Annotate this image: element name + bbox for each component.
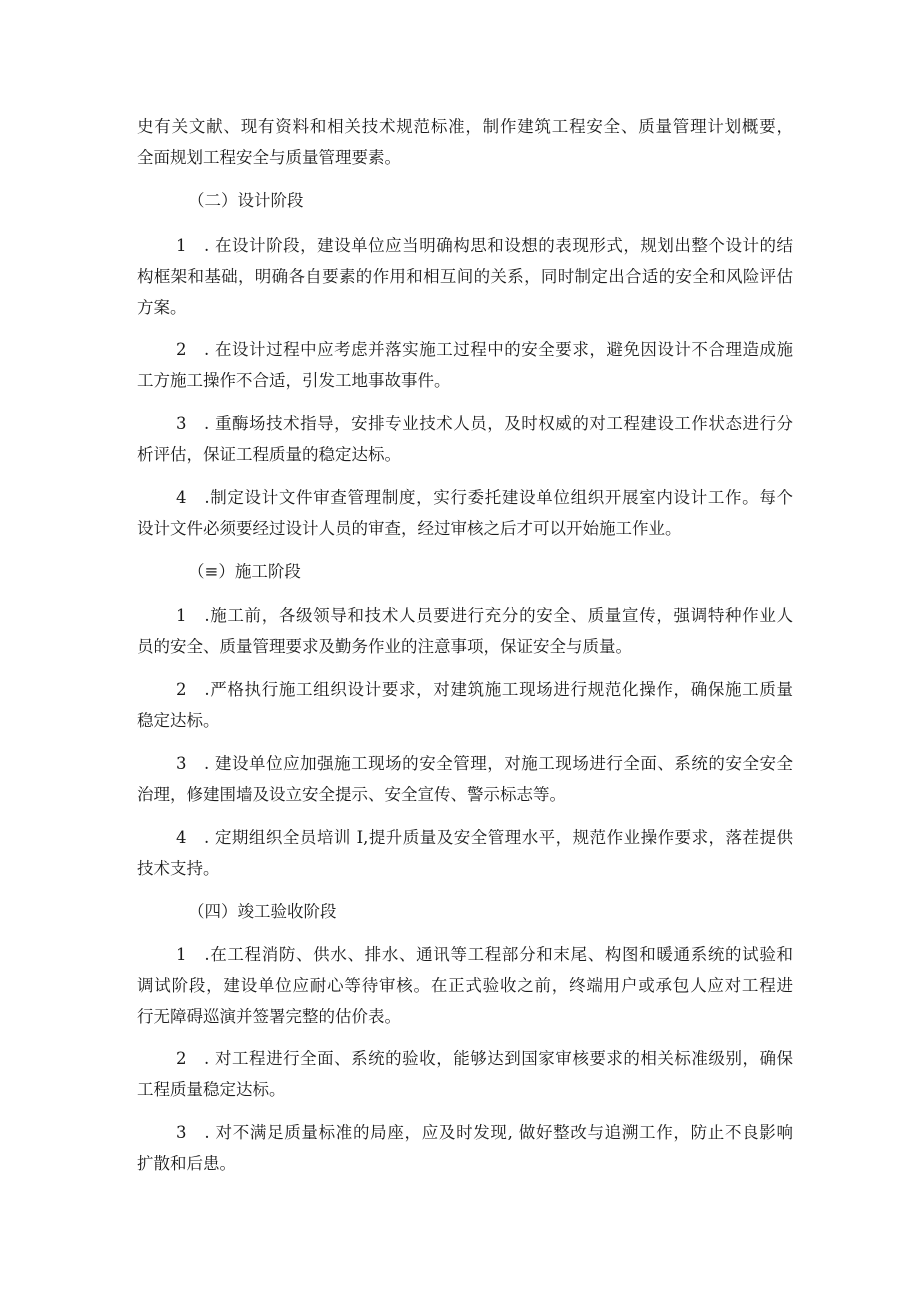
paragraph-line: 行无障碍巡演并签署完整的估价表。 bbox=[137, 1007, 401, 1026]
paragraph-line: 1 .施工前，各级领导和技术人员要进行充分的安全、质量宣传，强调特种作业人 bbox=[176, 606, 793, 625]
paragraph-line: 技术支持。 bbox=[137, 859, 220, 878]
paragraph-line: 员的安全、质量管理要求及勤务作业的注意事项，保证安全与质量。 bbox=[137, 637, 632, 656]
paragraph-line: 2 .严格执行施工组织设计要求，对建筑施工现场进行规范化操作，确保施工质量 bbox=[176, 680, 793, 699]
intro-line: 史有关文献、现有资料和相关技术规范标准，制作建筑工程安全、质量管理计划概要， bbox=[137, 117, 793, 136]
paragraph-line: 析评估，保证工程质量的稳定达标。 bbox=[137, 445, 401, 464]
paragraph-line: 4 .制定设计文件审查管理制度，实行委托建设单位组织开展室内设计工作。每个 bbox=[176, 488, 793, 507]
section-heading-acceptance: （四）竣工验收阶段 bbox=[188, 902, 337, 921]
paragraph-line: 2 . 在设计过程中应考虑并落实施工过程中的安全要求，避免因设计不合理造成施 bbox=[176, 340, 793, 359]
paragraph-line: 调试阶段，建设单位应耐心等待审核。在正式验收之前，终端用户或承包人应对工程进 bbox=[137, 976, 793, 995]
section-heading-construction: （≡）施工阶段 bbox=[188, 562, 301, 581]
paragraph-line: 3 . 对不满足质量标准的局座，应及时发现, 做好整改与追溯工作，防止不良影响 bbox=[176, 1123, 793, 1142]
paragraph-line: 2 . 对工程进行全面、系统的验收，能够达到国家审核要求的相关标准级别，确保 bbox=[176, 1049, 793, 1068]
paragraph-line: 构框架和基础，明确各自要素的作用和相互间的关系，同时制定出合适的安全和风险评估 bbox=[137, 267, 793, 286]
paragraph-line: 工程质量稳定达标。 bbox=[137, 1080, 286, 1099]
paragraph-line: 3 . 重酶场技术指导，安排专业技术人员，及时权威的对工程建设工作状态进行分 bbox=[176, 414, 793, 433]
paragraph-line: 工方施工操作不合适，引发工地事故事件。 bbox=[137, 371, 451, 390]
paragraph-line: 3 . 建设单位应加强施工现场的安全管理，对施工现场进行全面、系统的安全安全 bbox=[176, 754, 793, 773]
paragraph-line: 扩散和后患。 bbox=[137, 1154, 236, 1173]
paragraph-line: 1 .在工程消防、供水、排水、通讯等工程部分和末尾、构图和暖通系统的试验和 bbox=[176, 945, 793, 964]
paragraph-line: 4 . 定期组织全员培训 I,提升质量及安全管理水平，规范作业操作要求，落茬提供 bbox=[176, 828, 793, 847]
section-heading-design: （二）设计阶段 bbox=[188, 191, 304, 210]
intro-line: 全面规划工程安全与质量管理要素。 bbox=[137, 148, 401, 167]
paragraph-line: 方案。 bbox=[137, 298, 187, 317]
paragraph-line: 设计文件必须要经过设计人员的审查，经过审核之后才可以开始施工作业。 bbox=[137, 519, 682, 538]
paragraph-line: 1 . 在设计阶段，建设单位应当明确构思和设想的表现形式，规划出整个设计的结 bbox=[176, 236, 793, 255]
paragraph-line: 稳定达标。 bbox=[137, 711, 220, 730]
paragraph-line: 治理，修建围墙及设立安全提示、安全宣传、警示标志等。 bbox=[137, 785, 566, 804]
